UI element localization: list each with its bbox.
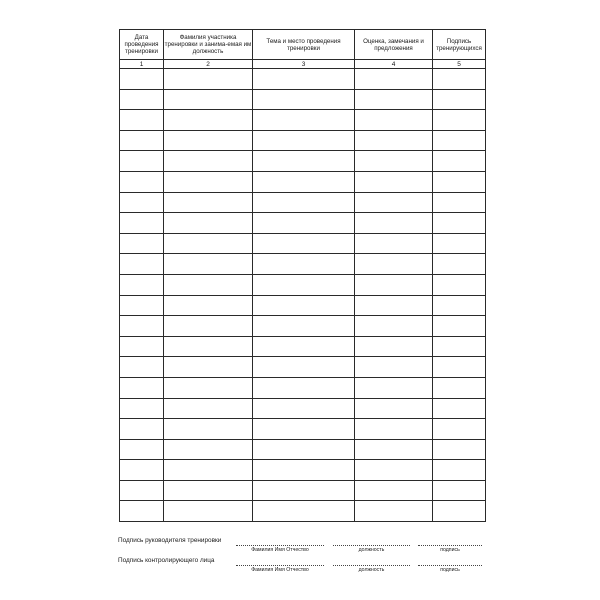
cell-topic-place[interactable]	[253, 480, 355, 501]
cell-evaluation[interactable]	[355, 130, 433, 151]
cell-topic-place[interactable]	[253, 274, 355, 295]
table-row	[120, 69, 486, 90]
cell-participant[interactable]	[164, 316, 253, 337]
table-row	[120, 130, 486, 151]
cell-evaluation[interactable]	[355, 357, 433, 378]
header-participant: Фамилия участника тренировки и занима-емая им должность	[164, 30, 253, 60]
table-row	[120, 501, 486, 522]
cell-trainee-signature[interactable]	[433, 316, 486, 337]
cell-topic-place[interactable]	[253, 171, 355, 192]
cell-evaluation[interactable]	[355, 89, 433, 110]
cell-participant[interactable]	[164, 460, 253, 481]
cell-topic-place[interactable]	[253, 233, 355, 254]
cell-date[interactable]	[120, 336, 164, 357]
cell-trainee-signature[interactable]	[433, 439, 486, 460]
cell-participant[interactable]	[164, 274, 253, 295]
cell-evaluation[interactable]	[355, 460, 433, 481]
column-number-row	[120, 60, 486, 69]
cell-evaluation[interactable]	[355, 213, 433, 234]
cell-date[interactable]	[120, 357, 164, 378]
cell-topic-place[interactable]	[253, 69, 355, 90]
cell-topic-place[interactable]	[253, 357, 355, 378]
header-row	[120, 30, 486, 60]
cell-participant[interactable]	[164, 336, 253, 357]
table-body	[120, 69, 486, 522]
table-row	[120, 110, 486, 131]
cell-topic-place[interactable]	[253, 213, 355, 234]
cell-participant[interactable]	[164, 357, 253, 378]
cell-topic-place[interactable]	[253, 398, 355, 419]
cell-trainee-signature[interactable]	[433, 357, 486, 378]
cell-evaluation[interactable]	[355, 336, 433, 357]
cell-date[interactable]	[120, 213, 164, 234]
cell-trainee-signature[interactable]	[433, 480, 486, 501]
table-row	[120, 295, 486, 316]
cell-participant[interactable]	[164, 171, 253, 192]
cell-participant[interactable]	[164, 254, 253, 275]
cell-participant[interactable]	[164, 439, 253, 460]
column-number: 5	[433, 60, 486, 69]
cell-participant[interactable]	[164, 151, 253, 172]
cell-date[interactable]	[120, 171, 164, 192]
cell-trainee-signature[interactable]	[433, 89, 486, 110]
header-topic-place: Тема и место проведения тренировки	[253, 30, 355, 60]
cell-topic-place[interactable]	[253, 501, 355, 522]
table-row	[120, 274, 486, 295]
cell-date[interactable]	[120, 316, 164, 337]
cell-participant[interactable]	[164, 398, 253, 419]
signature-line[interactable]	[418, 545, 482, 546]
cell-date[interactable]	[120, 151, 164, 172]
cell-date[interactable]	[120, 254, 164, 275]
cell-date[interactable]	[120, 110, 164, 131]
cell-date[interactable]	[120, 377, 164, 398]
cell-date[interactable]	[120, 274, 164, 295]
cell-date[interactable]	[120, 233, 164, 254]
signature-caption: подпись	[440, 567, 460, 573]
table-row	[120, 316, 486, 337]
cell-participant[interactable]	[164, 377, 253, 398]
signature-caption: подпись	[440, 547, 460, 553]
cell-participant[interactable]	[164, 419, 253, 440]
cell-evaluation[interactable]	[355, 439, 433, 460]
cell-topic-place[interactable]	[253, 151, 355, 172]
cell-date[interactable]	[120, 295, 164, 316]
column-number: 3	[253, 60, 355, 69]
cell-topic-place[interactable]	[253, 130, 355, 151]
cell-evaluation[interactable]	[355, 501, 433, 522]
cell-trainee-signature[interactable]	[433, 295, 486, 316]
cell-topic-place[interactable]	[253, 460, 355, 481]
cell-evaluation[interactable]	[355, 295, 433, 316]
position-line[interactable]	[333, 565, 410, 566]
cell-evaluation[interactable]	[355, 254, 433, 275]
cell-trainee-signature[interactable]	[433, 377, 486, 398]
cell-trainee-signature[interactable]	[433, 110, 486, 131]
cell-topic-place[interactable]	[253, 336, 355, 357]
cell-date[interactable]	[120, 419, 164, 440]
cell-evaluation[interactable]	[355, 69, 433, 90]
header-trainee-signature: Подпись тренирующихся	[433, 30, 486, 60]
header-date: Дата проведения тренировки	[120, 30, 164, 60]
table-row	[120, 233, 486, 254]
cell-date[interactable]	[120, 439, 164, 460]
cell-topic-place[interactable]	[253, 89, 355, 110]
cell-trainee-signature[interactable]	[433, 254, 486, 275]
table-row	[120, 419, 486, 440]
cell-trainee-signature[interactable]	[433, 151, 486, 172]
table-row	[120, 171, 486, 192]
cell-participant[interactable]	[164, 501, 253, 522]
cell-topic-place[interactable]	[253, 419, 355, 440]
column-number: 4	[355, 60, 433, 69]
cell-topic-place[interactable]	[253, 295, 355, 316]
cell-trainee-signature[interactable]	[433, 501, 486, 522]
cell-topic-place[interactable]	[253, 110, 355, 131]
cell-evaluation[interactable]	[355, 398, 433, 419]
column-number: 1	[120, 60, 164, 69]
cell-participant[interactable]	[164, 213, 253, 234]
position-caption: должность	[358, 547, 385, 553]
cell-participant[interactable]	[164, 89, 253, 110]
cell-date[interactable]	[120, 69, 164, 90]
cell-topic-place[interactable]	[253, 316, 355, 337]
controller-signature-label: Подпись контролирующего лица	[118, 557, 215, 564]
table-row	[120, 439, 486, 460]
cell-evaluation[interactable]	[355, 480, 433, 501]
name-line[interactable]	[236, 565, 324, 566]
cell-participant[interactable]	[164, 110, 253, 131]
position-caption: должность	[358, 567, 385, 573]
cell-trainee-signature[interactable]	[433, 192, 486, 213]
table-row	[120, 151, 486, 172]
cell-date[interactable]	[120, 480, 164, 501]
training-journal-table	[119, 29, 486, 522]
cell-evaluation[interactable]	[355, 274, 433, 295]
cell-participant[interactable]	[164, 295, 253, 316]
header-evaluation: Оценка, замечания и предложения	[355, 30, 433, 60]
cell-topic-place[interactable]	[253, 254, 355, 275]
cell-trainee-signature[interactable]	[433, 233, 486, 254]
table-row	[120, 480, 486, 501]
cell-date[interactable]	[120, 89, 164, 110]
cell-date[interactable]	[120, 130, 164, 151]
cell-date[interactable]	[120, 192, 164, 213]
cell-participant[interactable]	[164, 480, 253, 501]
cell-trainee-signature[interactable]	[433, 419, 486, 440]
table-row	[120, 336, 486, 357]
cell-trainee-signature[interactable]	[433, 171, 486, 192]
cell-trainee-signature[interactable]	[433, 460, 486, 481]
position-line[interactable]	[333, 545, 410, 546]
cell-trainee-signature[interactable]	[433, 213, 486, 234]
cell-evaluation[interactable]	[355, 419, 433, 440]
cell-date[interactable]	[120, 460, 164, 481]
name-line[interactable]	[236, 545, 324, 546]
cell-trainee-signature[interactable]	[433, 130, 486, 151]
cell-evaluation[interactable]	[355, 377, 433, 398]
table-row	[120, 377, 486, 398]
cell-participant[interactable]	[164, 130, 253, 151]
table-row	[120, 254, 486, 275]
cell-evaluation[interactable]	[355, 171, 433, 192]
table-row	[120, 89, 486, 110]
cell-evaluation[interactable]	[355, 316, 433, 337]
cell-evaluation[interactable]	[355, 110, 433, 131]
cell-evaluation[interactable]	[355, 151, 433, 172]
cell-topic-place[interactable]	[253, 439, 355, 460]
supervisor-signature-label: Подпись руководителя тренировки	[118, 537, 222, 544]
table-row	[120, 460, 486, 481]
cell-topic-place[interactable]	[253, 192, 355, 213]
column-number: 2	[164, 60, 253, 69]
table-row	[120, 192, 486, 213]
cell-evaluation[interactable]	[355, 192, 433, 213]
cell-date[interactable]	[120, 501, 164, 522]
name-caption: Фамилия Имя Отчество	[251, 567, 309, 573]
table-row	[120, 213, 486, 234]
cell-participant[interactable]	[164, 69, 253, 90]
cell-trainee-signature[interactable]	[433, 274, 486, 295]
cell-trainee-signature[interactable]	[433, 69, 486, 90]
cell-date[interactable]	[120, 398, 164, 419]
name-caption: Фамилия Имя Отчество	[251, 547, 309, 553]
cell-evaluation[interactable]	[355, 233, 433, 254]
signature-line[interactable]	[418, 565, 482, 566]
cell-topic-place[interactable]	[253, 377, 355, 398]
table-row	[120, 357, 486, 378]
cell-trainee-signature[interactable]	[433, 336, 486, 357]
cell-trainee-signature[interactable]	[433, 398, 486, 419]
cell-participant[interactable]	[164, 192, 253, 213]
table-row	[120, 398, 486, 419]
cell-participant[interactable]	[164, 233, 253, 254]
